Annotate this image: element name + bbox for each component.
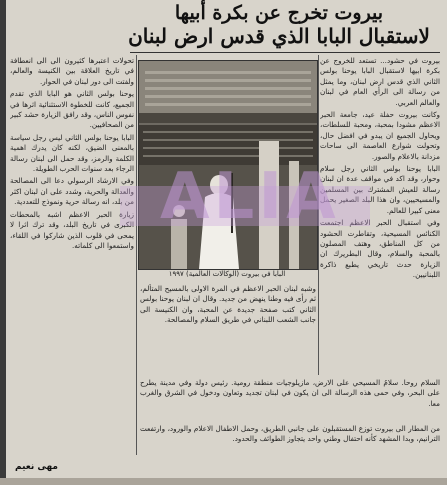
photo-caption: البابا في بيروت (الوكالات العالمية) ١٩٩٧ [168, 270, 286, 278]
column-divider [136, 55, 137, 455]
headline-rule [130, 52, 440, 53]
paragraph: وفي الارشاد الرسولي دعا الى المصالحة والعدالة والحرية، وشدد على ان لبنان اكثر من بلد، انه رسالة حرية ونموذج للتعددية. [10, 176, 134, 207]
paragraph: البابا يوحنا بولس الثاني ليس رجل سياسة بالمعنى الضيق، لكنه كان يدرك اهمية الكلمة والرمز، وقد حمل الى لبنان رسالة الرجاء بعد سنوات الحرب الطويلة. [10, 132, 134, 174]
paragraph: وكانت بيروت حفلة عيد، جامعة الحبر الاعظم مشودا بمحبة، ومحبة للسلطات، ويحاول الجميع ان يبدو في افضل حال، وتحولت شوارع العاصمة الى ساحات مزدانة بالاعلام والصور. [320, 110, 440, 161]
paragraph: بيروت في حشود... تستعد للخروج عن بكرة ابيها لاستقبال البابا يوحنا بولس الثاني الذي قدس ارض لبنان، وما يمثل من رسالة الى الرأي العام في لبنان والعالم العربي. [320, 56, 440, 107]
column-left [10, 56, 134, 452]
watermark-band [120, 186, 370, 226]
headline-line-1: بيروت تخرج عن بكرة أبيها [174, 2, 384, 24]
paragraph: يوحنا بولس الثاني هو البابا الذي تقدم الجميع، كانت للخطوة الاستثنائية اثرها في نفوس الناس، وقد رافق الزيارة حشد كبير من الصحافيين. [10, 89, 134, 130]
pope-crowd-photo [139, 61, 317, 269]
column-bottom-middle [140, 284, 316, 376]
article-headline [120, 2, 438, 48]
headline-line-2: لاستقبال البابا الذي قدس ارض لبنان [128, 24, 430, 48]
page-edge [0, 0, 6, 485]
paragraph: السلام روحا. سلامُ المسيحي على الارض، مازيلوجيات منطقة رومية. رئيس دولة وفي مدينة يطرح على البحر، وفي حمى هذه الرسالة الى ان يكون في لبنان تجديد وتعاون ودخول في الشرق والغرب معا. [140, 378, 440, 408]
paragraph: تحولات اعتبرها كثيرون الى الى انعطافة في تاريخ العلاقة بين الكنيسة والعالم، ولفتت الى دور لبنان في الحوار. [10, 56, 134, 86]
watermark: ALIA [160, 160, 340, 234]
author-signature: مهى نعيم [15, 462, 58, 472]
column-bottom-wide [140, 424, 440, 476]
paragraph: وفي استقبال الحبر الاعظم اجتمعت الكنائس المسيحية، وتقاطرت الحشود من كل المناطق، وهتف المصلون بالمحبة والسلام، وقال البطريرك ان الزيارة حدث تاريخي يطبع ذاكرة اللبنانيين. [320, 218, 440, 280]
paragraph: من المطار الى بيروت توزع المستقبلون على جانبي الطريق، وحمل الاطفال الاعلام والورود، وارتفعت الترانيم، وبدا المشهد كأنه احتفال وطني واحد يتجاوز الطوائف والحدود. [140, 424, 440, 444]
paragraph: زيارة الحبر الاعظم اشبه بالمحطات الكبرى في تاريخ البلد، وقد ترك اثرا لا يمحى في قلوب الذين شاركوا في اللقاء، واستمعوا الى كلماته. [10, 209, 134, 250]
article-photo [138, 60, 318, 270]
page-bottom-edge [0, 478, 447, 485]
paragraph: البابا يوحنا بولس الثاني رجل سلام وحوار، وقد اكد في مواقف عدة ان لبنان رسالة للعيش المشترك بين المسلمين والمسيحيين، وان هذا البلد الصغير يحمل معنى كبيرا للعالم. [320, 164, 440, 215]
paragraph: وشبه لبنان الحبر الاعظم في المرة الاولى بالمسيح المتألم، ثم رأى فيه وطنا ينهض من جديد. وقال ان لبنان يوحنا بولس الثاني كتب صفحة جديدة عن المحبة، وان الكنيسة الى جانب الشعب اللبناني في طريق السلام والمصالحة. [140, 284, 316, 325]
column-bottom-right [140, 378, 440, 422]
